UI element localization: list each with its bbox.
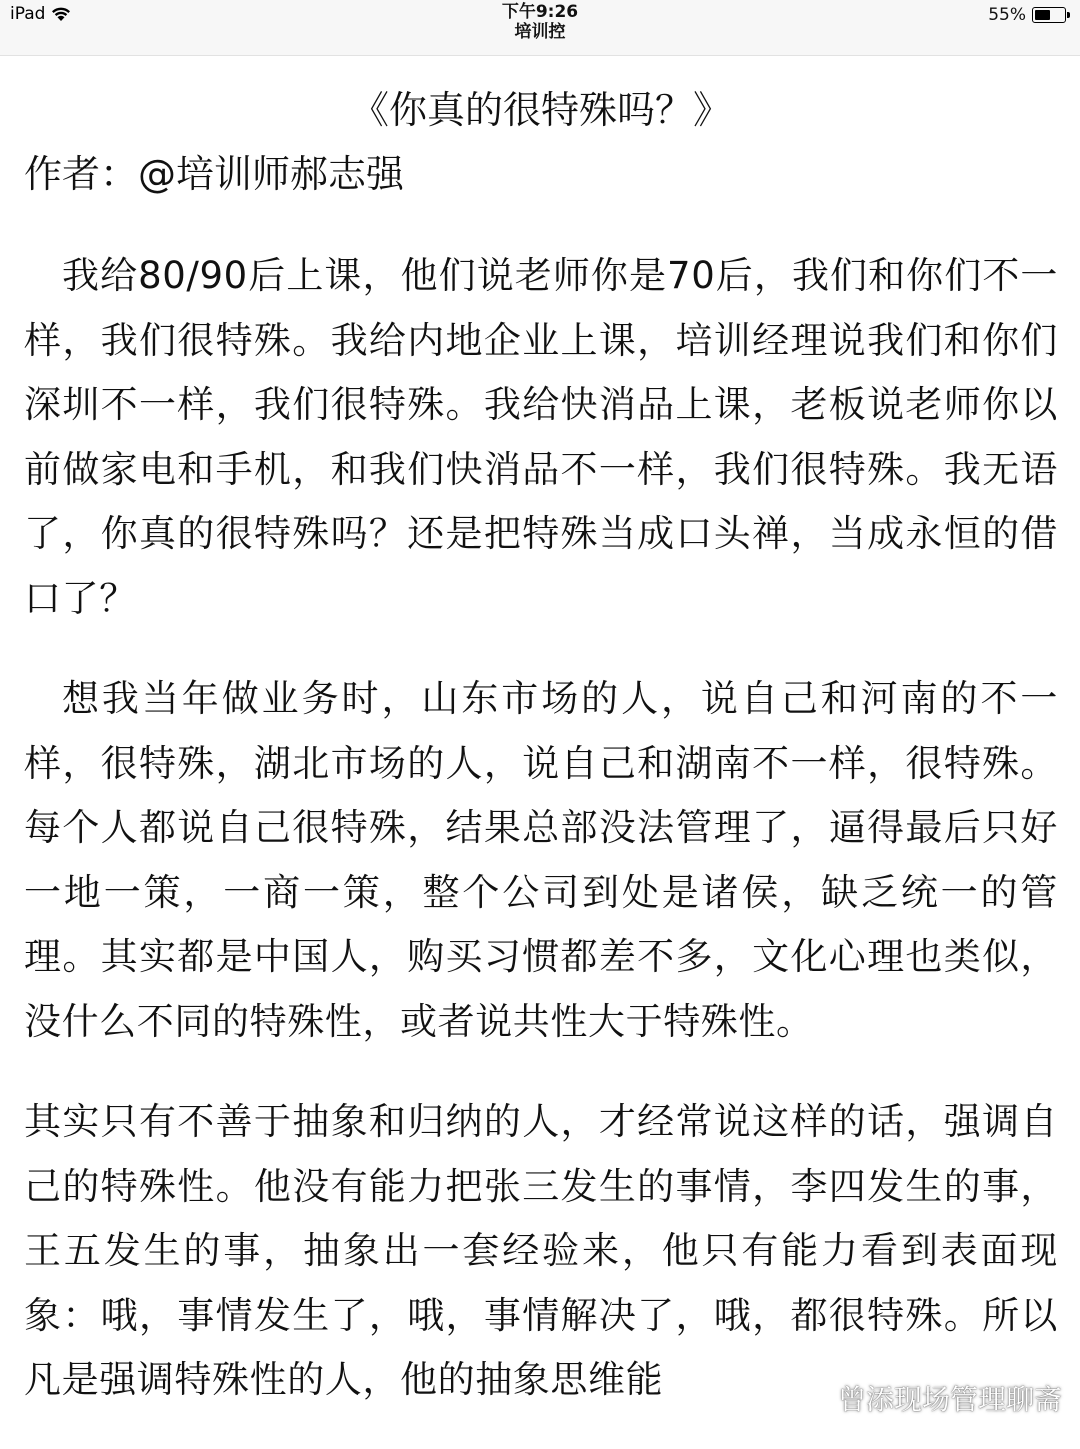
article-paragraph: 其实只有不善于抽象和归纳的人，才经常说这样的话，强调自己的特殊性。他没有能力把张三发生的事情，李四发生的事，王五发生的事，抽象出一套经验来，他只有能力看到表面现象：哦，事情发生了，哦，事情解决了，哦，都很特殊。所以凡是强调特殊性的人，他的抽象思维能 [24,1100,1058,1401]
article-paragraph: 我给80/90后上课，他们说老师你是70后，我们和你们不一样，我们很特殊。我给内地企业上课，培训经理说我们和你们深圳不一样，我们很特殊。我给快消品上课，老板说老师你以前做家电和手机，和我们快消品不一样，我们很特殊。我无语了，你真的很特殊吗？还是把特殊当成口头禅，当成永恒的借口了？ [24,254,1058,620]
article-paragraph: 想我当年做业务时，山东市场的人，说自己和河南的不一样，很特殊，湖北市场的人，说自己和湖南不一样，很特殊。每个人都说自己很特殊，结果总部没法管理了，逼得最后只好一地一策，一商一策，整个公司到处是诸侯，缺乏统一的管理。其实都是中国人，购买习惯都差不多，文化心理也类似，没什么不同的特殊性，或者说共性大于特殊性。 [24,677,1058,1043]
article-author: 作者：@培训师郝志强 [24,152,405,196]
status-right [988,5,1066,25]
status-center [0,3,1080,42]
app-title: 培训控 [514,21,566,42]
watermark-text: 曾添现场管理聊斋 [837,1383,1062,1416]
battery-icon [1032,7,1066,23]
battery-percent: 55% [988,5,1026,25]
article-content [24,78,1058,1449]
status-bar [0,0,1080,56]
watermark [790,1378,1062,1418]
device-label: iPad [10,4,46,24]
status-time: 下午9:26 [501,2,579,22]
wechat-icon [790,1381,830,1415]
battery-fill [1035,10,1050,20]
article-title: 《你真的很特殊吗？》 [350,88,731,132]
